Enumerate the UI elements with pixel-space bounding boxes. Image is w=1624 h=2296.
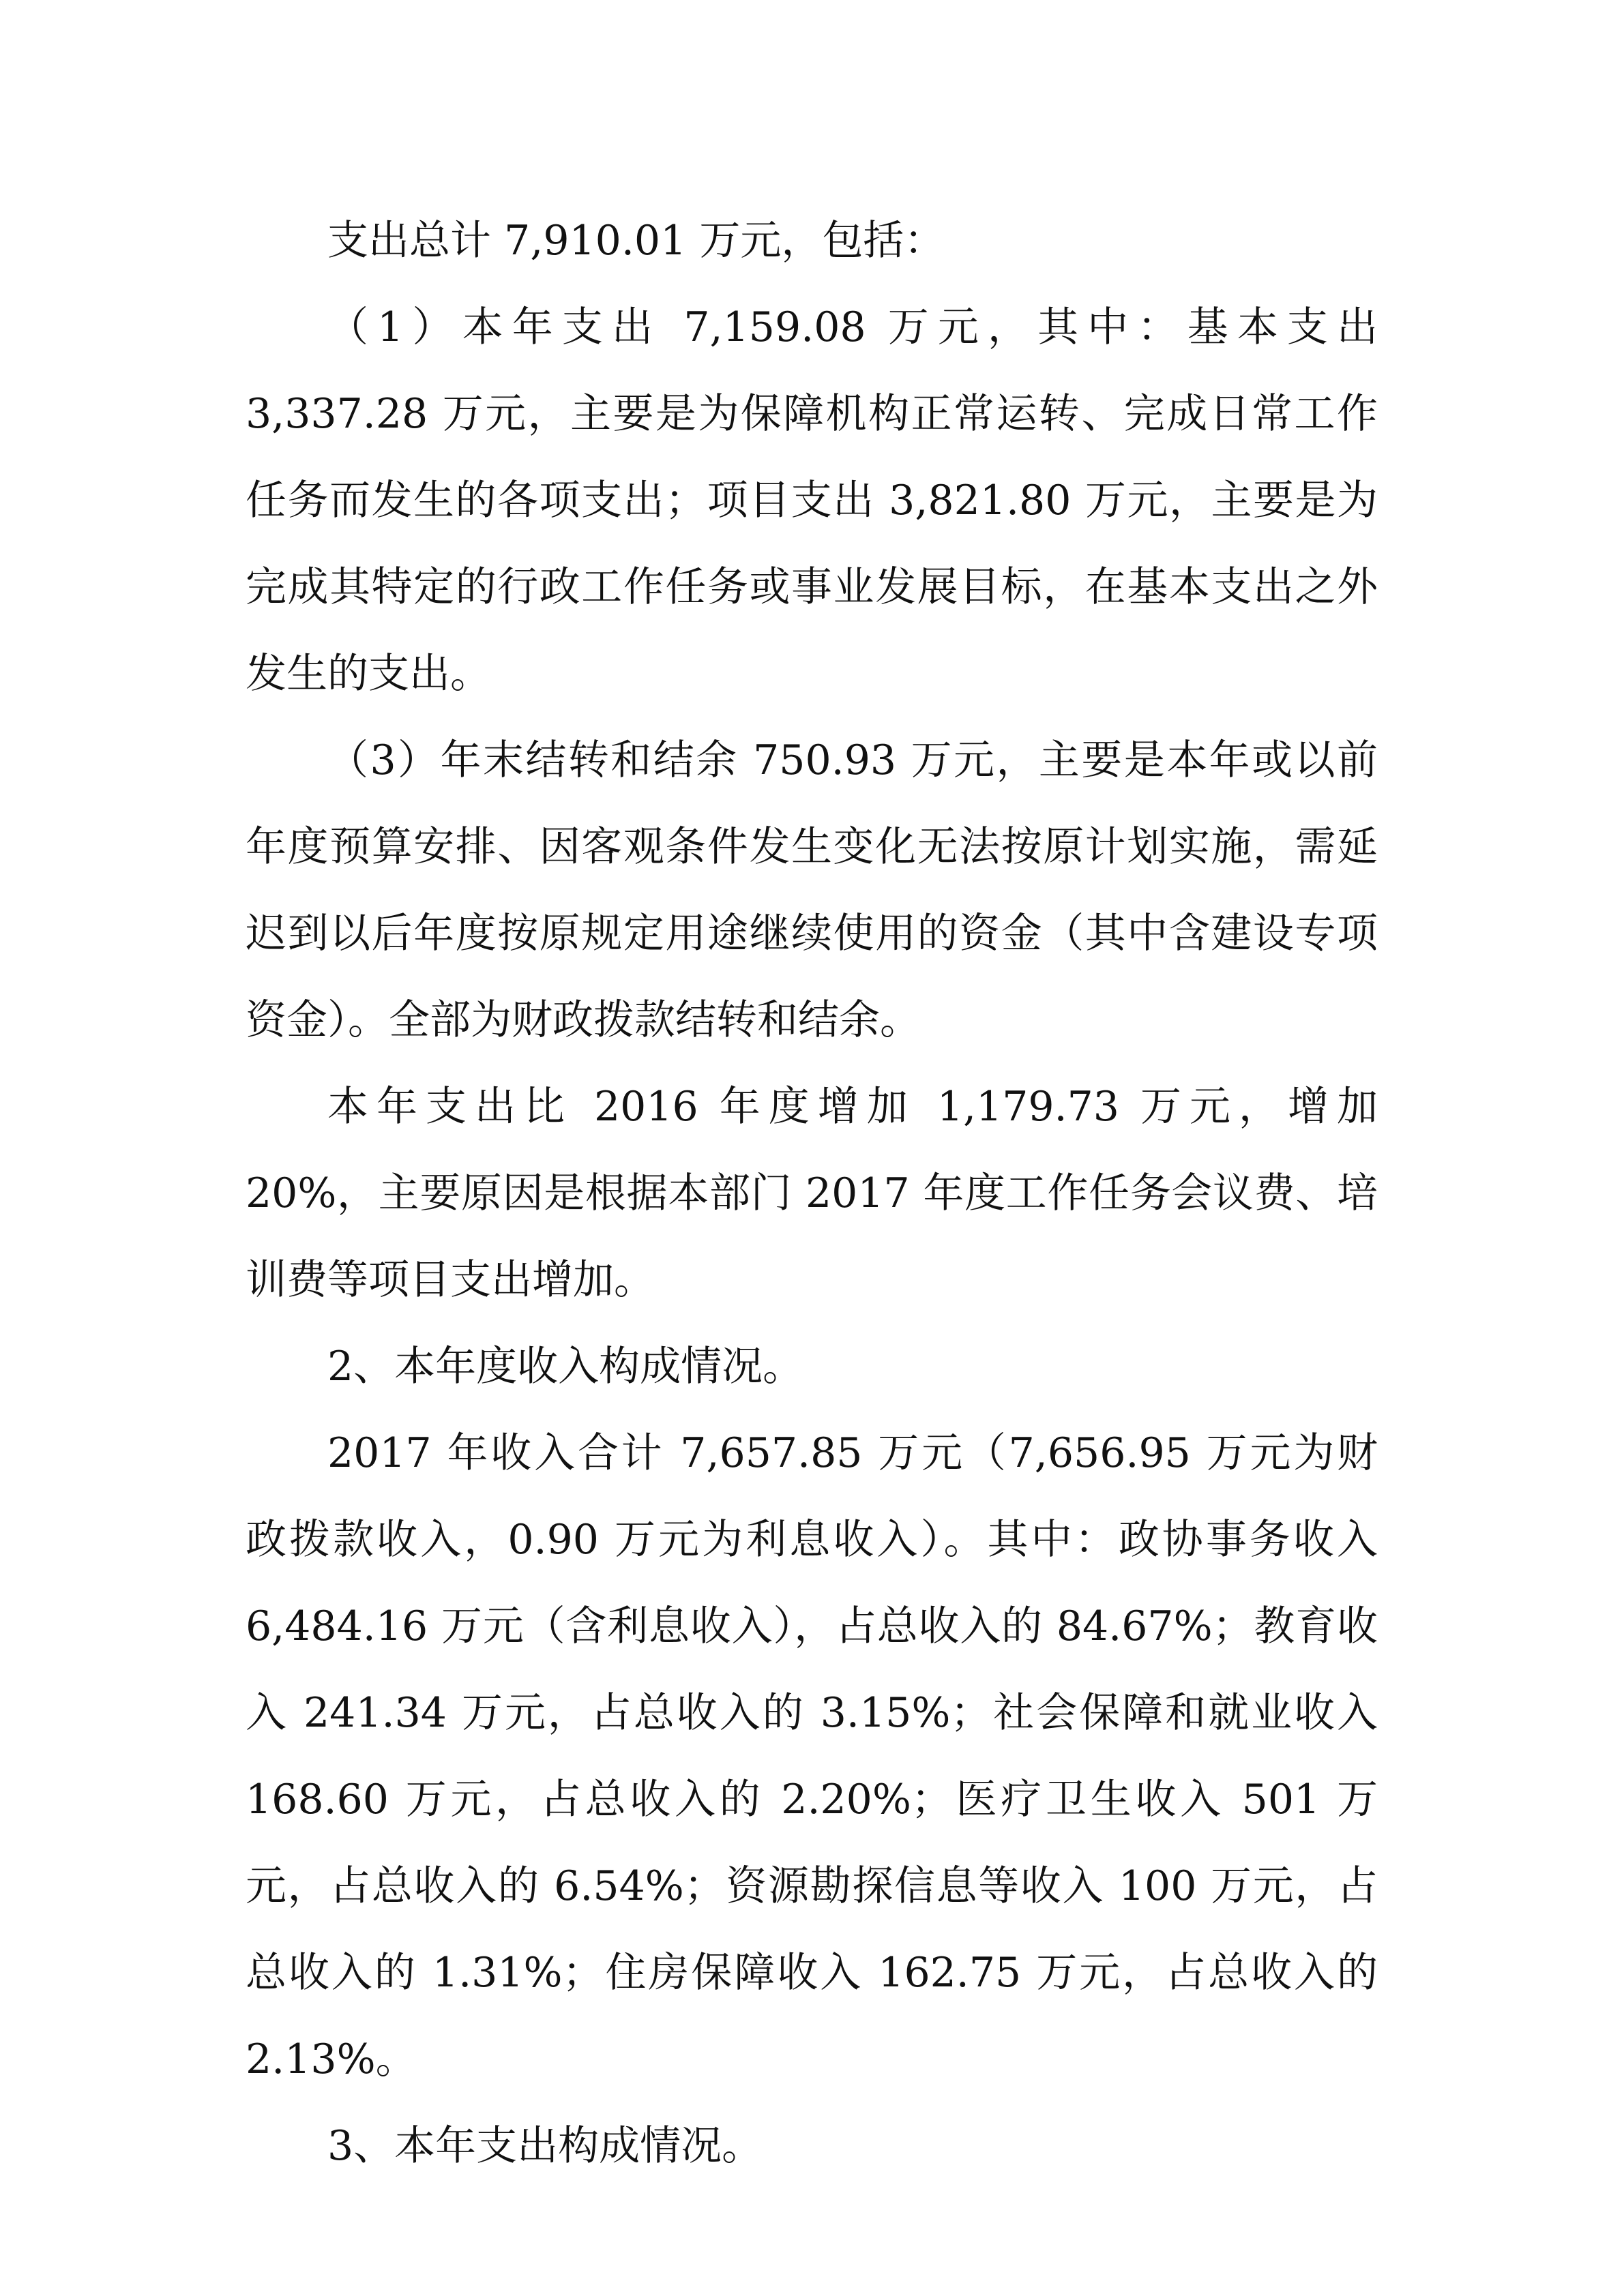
heading-expense-composition: 3、本年支出构成情况。 — [327, 2122, 763, 2170]
paragraph-expense-total: 支出总计 7,910.01 万元，包括： — [327, 217, 945, 265]
paragraph-year-end-balance: （3）年末结转和结余 750.93 万元，主要是本年或以前年度预算安排、因客观条件发生变化无法按原计划实施，需延迟到以后年度按原规定用途继续使用的资金（其中含建设专项资金）。全部为财政拨款结转和结余。 — [246, 736, 1378, 1044]
heading-income-composition: 2、本年度收入构成情况。 — [327, 1343, 804, 1390]
document-body — [246, 198, 1378, 2190]
paragraph-income-detail: 2017 年收入合计 7,657.85 万元（7,656.95 万元为财政拨款收入，0.90 万元为利息收入）。其中：政协事务收入 6,484.16 万元（含利息收入），占总收入的 84.67%；教育收入 241.34 万元，占总收入的 3.15%；社会保障和就业收入 168.60 万元，占总收入的 2.20%；医疗卫生收入 501 万元，占总收入的 6.54%；资源勘探信息等收入 100 万元，占总收入的 1.31%；住房保障收入 162.75 万元，占总收入的 2.13%。 — [246, 1429, 1378, 2083]
paragraph-annual-expense: （1）本年支出 7,159.08 万元，其中：基本支出 3,337.28 万元，主要是为保障机构正常运转、完成日常工作任务而发生的各项支出；项目支出 3,821.80 万元，主要是为完成其特定的行政工作任务或事业发展目标，在基本支出之外发生的支出。 — [246, 303, 1378, 698]
paragraph-expense-change: 本年支出比 2016 年度增加 1,179.73 万元，增加 20%，主要原因是根据本部门 2017 年度工作任务会议费、培训费等项目支出增加。 — [246, 1083, 1378, 1304]
